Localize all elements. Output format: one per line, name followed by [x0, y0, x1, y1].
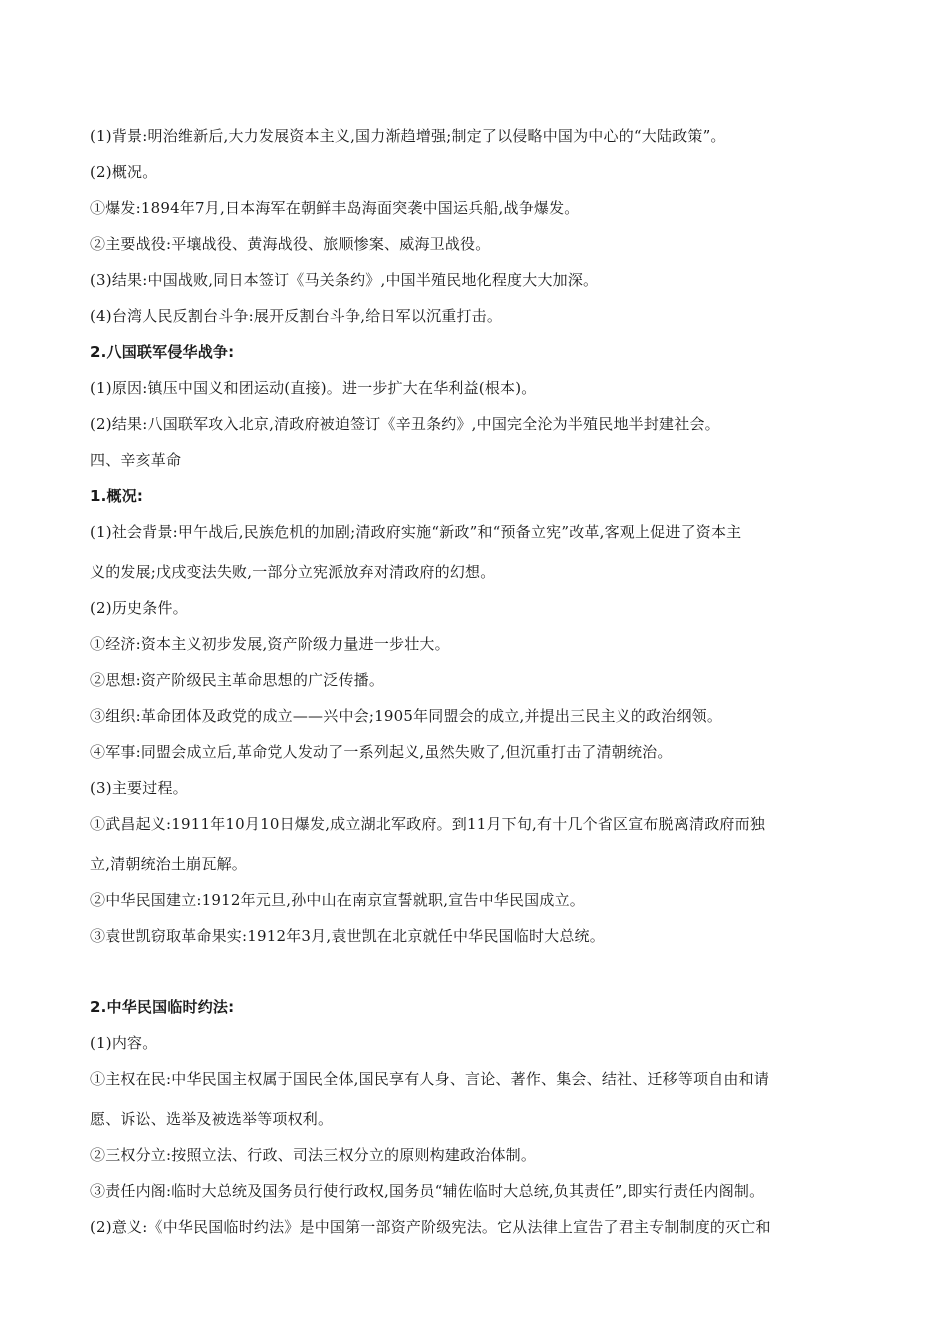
text-line: (3)主要过程。 — [90, 779, 188, 797]
text-line: ①主权在民:中华民国主权属于国民全体,国民享有人身、言论、著作、集会、结社、迁移等项自由和请 — [90, 1070, 770, 1088]
text-line: (2)意义:《中华民国临时约法》是中国第一部资产阶级宪法。它从法律上宣告了君主专制制度的灭亡和 — [90, 1218, 771, 1236]
text-line: 立,清朝统治土崩瓦解。 — [90, 855, 247, 873]
text-line: ③组织:革命团体及政党的成立——兴中会;1905年同盟会的成立,并提出三民主义的政治纲领。 — [90, 707, 723, 725]
text-line: 愿、诉讼、选举及被选举等项权利。 — [90, 1110, 334, 1128]
text-line: ④军事:同盟会成立后,革命党人发动了一系列起义,虽然失败了,但沉重打击了清朝统治。 — [90, 743, 673, 761]
text-line: ③责任内阁:临时大总统及国务员行使行政权,国务员“辅佐临时大总统,负其责任”,即实行责任内阁制。 — [90, 1182, 765, 1200]
chapter-heading: 四、辛亥革命 — [90, 451, 182, 469]
section-heading: 2.八国联军侵华战争: — [90, 343, 235, 361]
text-line: ①经济:资本主义初步发展,资产阶级力量进一步壮大。 — [90, 635, 450, 653]
text-line: (1)社会背景:甲午战后,民族危机的加剧;清政府实施“新政”和“预备立宪”改革,客观上促进了资本主 — [90, 523, 742, 541]
text-line: (1)内容。 — [90, 1034, 158, 1052]
text-line: (2)概况。 — [90, 163, 158, 181]
text-line: ③袁世凯窃取革命果实:1912年3月,袁世凯在北京就任中华民国临时大总统。 — [90, 927, 605, 945]
text-line: 义的发展;戊戌变法失败,一部分立宪派放弃对清政府的幻想。 — [90, 563, 496, 581]
text-line: ②思想:资产阶级民主革命思想的广泛传播。 — [90, 671, 385, 689]
section-heading: 1.概况: — [90, 487, 144, 505]
text-line: ①武昌起义:1911年10月10日爆发,成立湖北军政府。到11月下旬,有十几个省区宣布脱离清政府而独 — [90, 815, 766, 833]
text-line: (1)背景:明治维新后,大力发展资本主义,国力渐趋增强;制定了以侵略中国为中心的“大陆政策”。 — [90, 127, 726, 145]
text-line: (1)原因:镇压中国义和团运动(直接)。进一步扩大在华利益(根本)。 — [90, 379, 537, 397]
text-line: (4)台湾人民反割台斗争:展开反割台斗争,给日军以沉重打击。 — [90, 307, 503, 325]
text-line: (2)历史条件。 — [90, 599, 188, 617]
text-line: ②三权分立:按照立法、行政、司法三权分立的原则构建政治体制。 — [90, 1146, 537, 1164]
text-line: (2)结果:八国联军攻入北京,清政府被迫签订《辛丑条约》,中国完全沦为半殖民地半封建社会。 — [90, 415, 720, 433]
text-line: ②中华民国建立:1912年元旦,孙中山在南京宣誓就职,宣告中华民国成立。 — [90, 891, 585, 909]
text-line: (3)结果:中国战败,同日本签订《马关条约》,中国半殖民地化程度大大加深。 — [90, 271, 599, 289]
text-line: ②主要战役:平壤战役、黄海战役、旅顺惨案、威海卫战役。 — [90, 235, 491, 253]
section-heading: 2.中华民国临时约法: — [90, 998, 235, 1016]
text-line: ①爆发:1894年7月,日本海军在朝鲜丰岛海面突袭中国运兵船,战争爆发。 — [90, 199, 580, 217]
